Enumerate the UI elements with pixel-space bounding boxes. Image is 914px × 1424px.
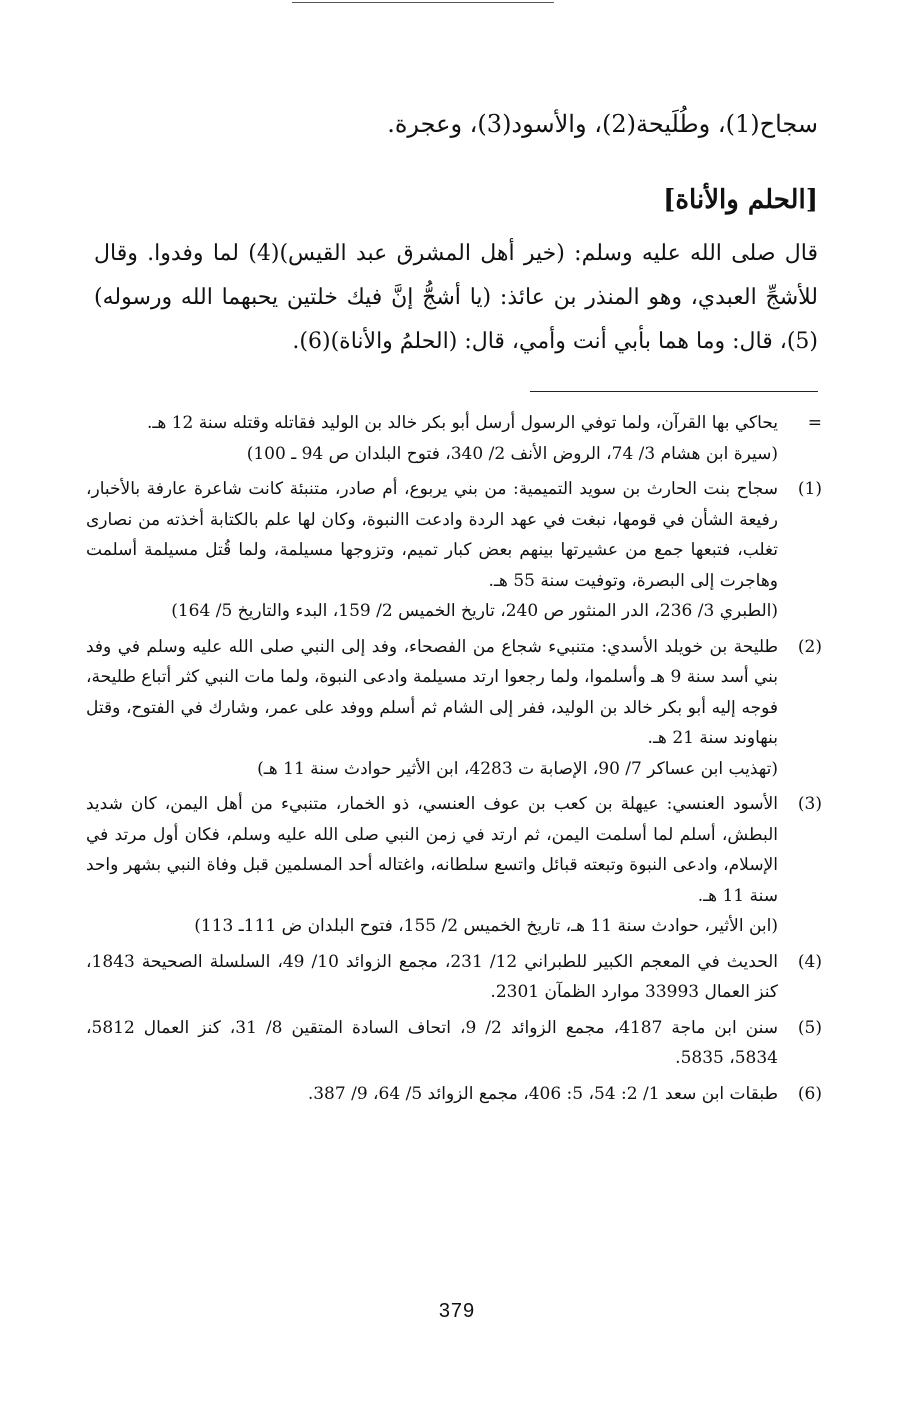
footnote-number: (6) <box>797 1083 822 1104</box>
footnote-number: (3) <box>797 794 822 814</box>
footnote-3 <box>86 789 822 942</box>
footnote-text: طبقات ابن سعد 1/ 2: 54، 5: 406، مجمع الزوائد 5/ 64، 9/ 387. <box>307 1083 778 1104</box>
footnote-text: سجاح بنت الحارث بن سويد التميمية: من بني يربوع، أم صادر، متنبئة كانت شاعرة عارفة بالأخبار، رفيعة الشأن في قومها، نبغت في عهد الردة وادعت االنبوة، وكان لها علم بالكتابة أخذته من نصارى تغلب، فتبعها جمع من عشيرتها بينهم بعض كبار تميم، وتزوجها مسيلمة، ولما قُتل مسيلمة أسلمت وهاجرت إلى البصرة، وتوفيت سنة 55 هـ. <box>86 479 778 591</box>
intro-line: سجاح(1)، وطُلَيحة(2)، والأسود(3)، وعجرة. <box>387 110 818 138</box>
footnote-4 <box>86 947 822 1008</box>
footnote-text: الحديث في المعجم الكبير للطبراني 12/ 231، مجمع الزوائد 10/ 49، السلسلة الصحيحة 1843، كنز العمال 33993 موارد الظمآن 2301. <box>86 951 778 1002</box>
footnote-text: طليحة بن خويلد الأسدي: متنبيء شجاع من الفصحاء، وفد إلى النبي صلى الله عليه وسلم في وفد بني أسد سنة 9 هـ وأسلموا، ولما رجعوا ارتد مسيلمة وادعى النبوة، ولما مات النبي كثر أتباع طليحة، فوجه إليه أبو بكر خالد بن الوليد، ففر إلى الشام ثم أسلم ووفد على عمر، وشارك في الفتوح، وقتل بنهاوند سنة 21 هـ. <box>86 636 779 748</box>
footnote-body <box>86 408 778 469</box>
footnote-body <box>86 474 778 627</box>
footnote-text: سنن ابن ماجة 4187، مجمع الزوائد 2/ 9، اتحاف السادة المتقين 8/ 31، كنز العمال 5812، 5834، 5835. <box>86 1017 779 1068</box>
footnote-body <box>86 632 778 785</box>
footnote-separator <box>530 391 818 392</box>
footnote-source: (ابن الأثير، حوادث سنة 11 هـ، تاريخ الخميس 2/ 155، فتوح البلدان ض 111ـ 113) <box>194 916 778 936</box>
footnote-text: الأسود العنسي: عيهلة بن كعب بن عوف العنسي، ذو الخمار، متنبيء من أهل اليمن، كان شديد البطش، أسلم لما أسلمت اليمن، ثم ارتد في زمن النبي صلى الله عليه وسلم، فكان أول مرتد في الإسلام، وادعى النبوة وتبعته قبائل واتسع سلطانه، واغتاله أحد المسلمين قبل وفاة النبي بشهر واحد سنة 11 هـ. <box>86 794 778 906</box>
footnote-continued <box>86 408 822 469</box>
footnote-body <box>86 1013 778 1074</box>
body-paragraph <box>94 232 818 364</box>
footnote-6 <box>86 1079 822 1110</box>
page-number: 379 <box>438 1300 476 1322</box>
top-edge-rule <box>292 2 554 3</box>
footnote-5 <box>86 1013 822 1074</box>
footnotes-list <box>86 408 822 1114</box>
footnote-number: = <box>807 413 822 433</box>
footnote-source: (الطبري 3/ 236، الدر المنثور ص 240، تاريخ الخميس 2/ 159، البدء والتاريخ 5/ 164) <box>171 601 778 621</box>
body-paragraph-text: قال صلى الله عليه وسلم: (خير أهل المشرق عبد القيس)(4) لما وفدوا. وقال للأشجِّ العبدي، وهو المنذر بن عائذ: (يا أشجُّ إنَّ فيك خلتين يحبهما الله ورسوله)(5)، قال: وما هما بأبي أنت وأمي، قال: (الحلمُ والأناة)(6). <box>94 241 819 354</box>
section-heading: [الحلم والأناة] <box>663 185 818 215</box>
footnote-body <box>86 789 778 942</box>
footnote-source: (تهذيب ابن عساكر 7/ 90، الإصابة ت 4283، ابن الأثير حوادث سنة 11 هـ) <box>257 758 778 779</box>
footnote-body <box>86 947 778 1008</box>
footnote-text: يحاكي بها القرآن، ولما توفي الرسول أرسل أبو بكر خالد بن الوليد فقاتله وقتله سنة 12 هـ. <box>146 413 778 433</box>
footnote-2 <box>86 632 822 785</box>
footnote-body <box>86 1079 778 1110</box>
footnote-1 <box>86 474 822 627</box>
footnote-number: (5) <box>797 1017 822 1038</box>
footnote-number: (2) <box>797 636 822 657</box>
footnote-number: (4) <box>797 951 822 972</box>
footnote-number: (1) <box>797 479 822 499</box>
footnote-source: (سيرة ابن هشام 3/ 74، الروض الأنف 2/ 340، فتوح البلدان ص 94 ـ 100) <box>246 443 778 464</box>
